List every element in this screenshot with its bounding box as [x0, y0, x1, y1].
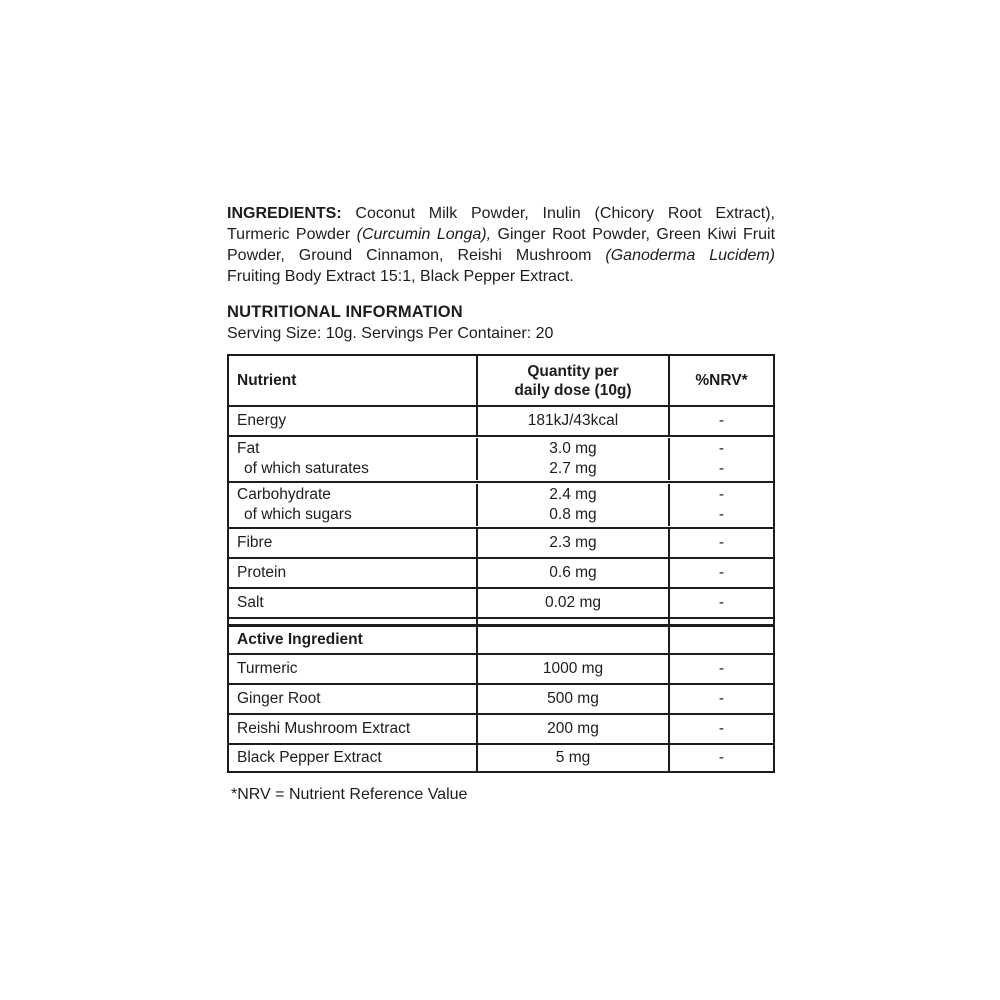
quantity-value: 181kJ/43kcal	[527, 412, 619, 429]
serving-size-line: Serving Size: 10g. Servings Per Container: 20	[227, 325, 554, 342]
cell-quantity	[478, 655, 670, 683]
quantity-value: 3.0 mg	[549, 440, 597, 457]
cell-quantity	[478, 627, 670, 653]
nutrient-column-header-label: Nutrient	[237, 371, 297, 389]
section-divider-cell	[670, 619, 773, 624]
cell-quantity	[478, 529, 670, 557]
quantity-value: 1000 mg	[542, 660, 604, 677]
nrv-value: -	[718, 749, 725, 766]
nrv-column-header-label: %NRV*	[695, 371, 748, 389]
nutrient-name: Carbohydrate	[237, 486, 331, 503]
nrv-value: -	[718, 690, 725, 707]
section-divider	[229, 619, 773, 627]
cell-quantity	[478, 589, 670, 617]
nutrient-subname: of which sugars	[244, 506, 352, 523]
nutrient-name: Fat	[237, 440, 260, 457]
ingredients-text-2: Ginger Root Powder, Green Kiwi Fruit Powder, Ground Cinnamon, Reishi Mushroom	[227, 226, 776, 264]
nrv-column-header	[670, 356, 773, 405]
table-row-protein	[229, 559, 773, 589]
nutrient-name: Black Pepper Extract	[237, 749, 382, 766]
table-row-reishi-mushroom	[229, 715, 773, 745]
nrv-value: -	[718, 660, 725, 677]
quantity-column-header-line2: daily dose (10g)	[514, 381, 632, 399]
quantity-value: 5 mg	[555, 749, 591, 766]
table-row-active-ingredient-header	[229, 627, 773, 655]
table-row-fat	[229, 437, 773, 483]
cell-nutrient	[229, 438, 478, 480]
table-row-black-pepper	[229, 745, 773, 771]
ingredients-label: INGREDIENTS:	[227, 205, 342, 222]
table-row-salt	[229, 589, 773, 619]
nrv-value: -	[718, 594, 725, 611]
nutrient-name: Turmeric	[237, 660, 298, 677]
nutritional-information-heading: NUTRITIONAL INFORMATION	[227, 303, 463, 321]
ingredients-text-1: Coconut Milk Powder, Inulin (Chicory Root Extract), Turmeric Powder	[227, 205, 775, 243]
cell-nrv	[670, 685, 773, 713]
cell-nutrient	[229, 745, 478, 771]
table-row-turmeric	[229, 655, 773, 685]
cell-nutrient	[229, 655, 478, 683]
cell-nrv	[670, 438, 773, 480]
cell-nutrient	[229, 589, 478, 617]
quantity-column-header	[478, 356, 670, 405]
cell-quantity	[478, 407, 670, 435]
cell-nrv	[670, 589, 773, 617]
active-ingredient-header-label: Active Ingredient	[237, 631, 363, 648]
cell-nrv	[670, 745, 773, 771]
cell-nutrient	[229, 529, 478, 557]
cell-nrv	[670, 655, 773, 683]
cell-nrv	[670, 715, 773, 743]
nrv-value: -	[718, 486, 725, 503]
table-row-ginger-root	[229, 685, 773, 715]
nrv-value: -	[718, 720, 725, 737]
cell-nutrient	[229, 407, 478, 435]
cell-quantity	[478, 745, 670, 771]
cell-quantity	[478, 438, 670, 480]
cell-nutrient	[229, 627, 478, 653]
nrv-footnote: *NRV = Nutrient Reference Value	[231, 786, 468, 803]
quantity-value: 2.3 mg	[549, 534, 597, 551]
nutrient-name: Fibre	[237, 534, 273, 551]
cell-quantity	[478, 715, 670, 743]
nutrient-name: Reishi Mushroom Extract	[237, 720, 411, 737]
cell-nrv	[670, 627, 773, 653]
cell-nrv	[670, 484, 773, 526]
nutrient-column-header	[229, 356, 478, 405]
cell-quantity	[478, 559, 670, 587]
nrv-subvalue: -	[718, 460, 725, 477]
cell-nrv	[670, 407, 773, 435]
quantity-subvalue: 2.7 mg	[549, 460, 597, 477]
ingredients-latin-name-1: (Curcumin Longa),	[356, 226, 492, 243]
quantity-value: 2.4 mg	[549, 486, 597, 503]
nrv-value: -	[718, 564, 725, 581]
section-divider-cell	[478, 619, 670, 624]
quantity-value: 0.02 mg	[544, 594, 601, 611]
nutrition-table	[227, 354, 775, 773]
quantity-value: 200 mg	[547, 720, 599, 737]
nrv-value: -	[718, 440, 725, 457]
cell-nutrient	[229, 715, 478, 743]
table-row-fibre	[229, 529, 773, 559]
ingredients-text-3: Fruiting Body Extract 15:1, Black Pepper Extract.	[227, 268, 574, 285]
nutrient-subname: of which saturates	[244, 460, 369, 477]
cell-nrv	[670, 559, 773, 587]
cell-nutrient	[229, 484, 478, 526]
cell-quantity	[478, 484, 670, 526]
cell-nutrient	[229, 685, 478, 713]
nrv-value: -	[718, 534, 725, 551]
quantity-value: 0.6 mg	[549, 564, 597, 581]
nutrient-name: Energy	[237, 412, 287, 429]
cell-quantity	[478, 685, 670, 713]
ingredients-paragraph	[227, 203, 775, 287]
ingredients-latin-name-2: (Ganoderma Lucidem)	[605, 247, 775, 264]
nrv-value: -	[718, 412, 725, 429]
nutrient-name: Ginger Root	[237, 690, 321, 707]
table-header-row	[229, 356, 773, 407]
table-row-energy	[229, 407, 773, 437]
cell-nrv	[670, 529, 773, 557]
nutrient-name: Protein	[237, 564, 287, 581]
section-divider-cell	[229, 619, 478, 624]
table-row-carbohydrate	[229, 483, 773, 529]
quantity-value: 500 mg	[547, 690, 599, 707]
nutrition-label	[227, 203, 775, 804]
quantity-column-header-line1: Quantity per	[527, 362, 619, 380]
cell-nutrient	[229, 559, 478, 587]
quantity-subvalue: 0.8 mg	[549, 506, 597, 523]
nutrient-name: Salt	[237, 594, 264, 611]
nrv-subvalue: -	[718, 506, 725, 523]
